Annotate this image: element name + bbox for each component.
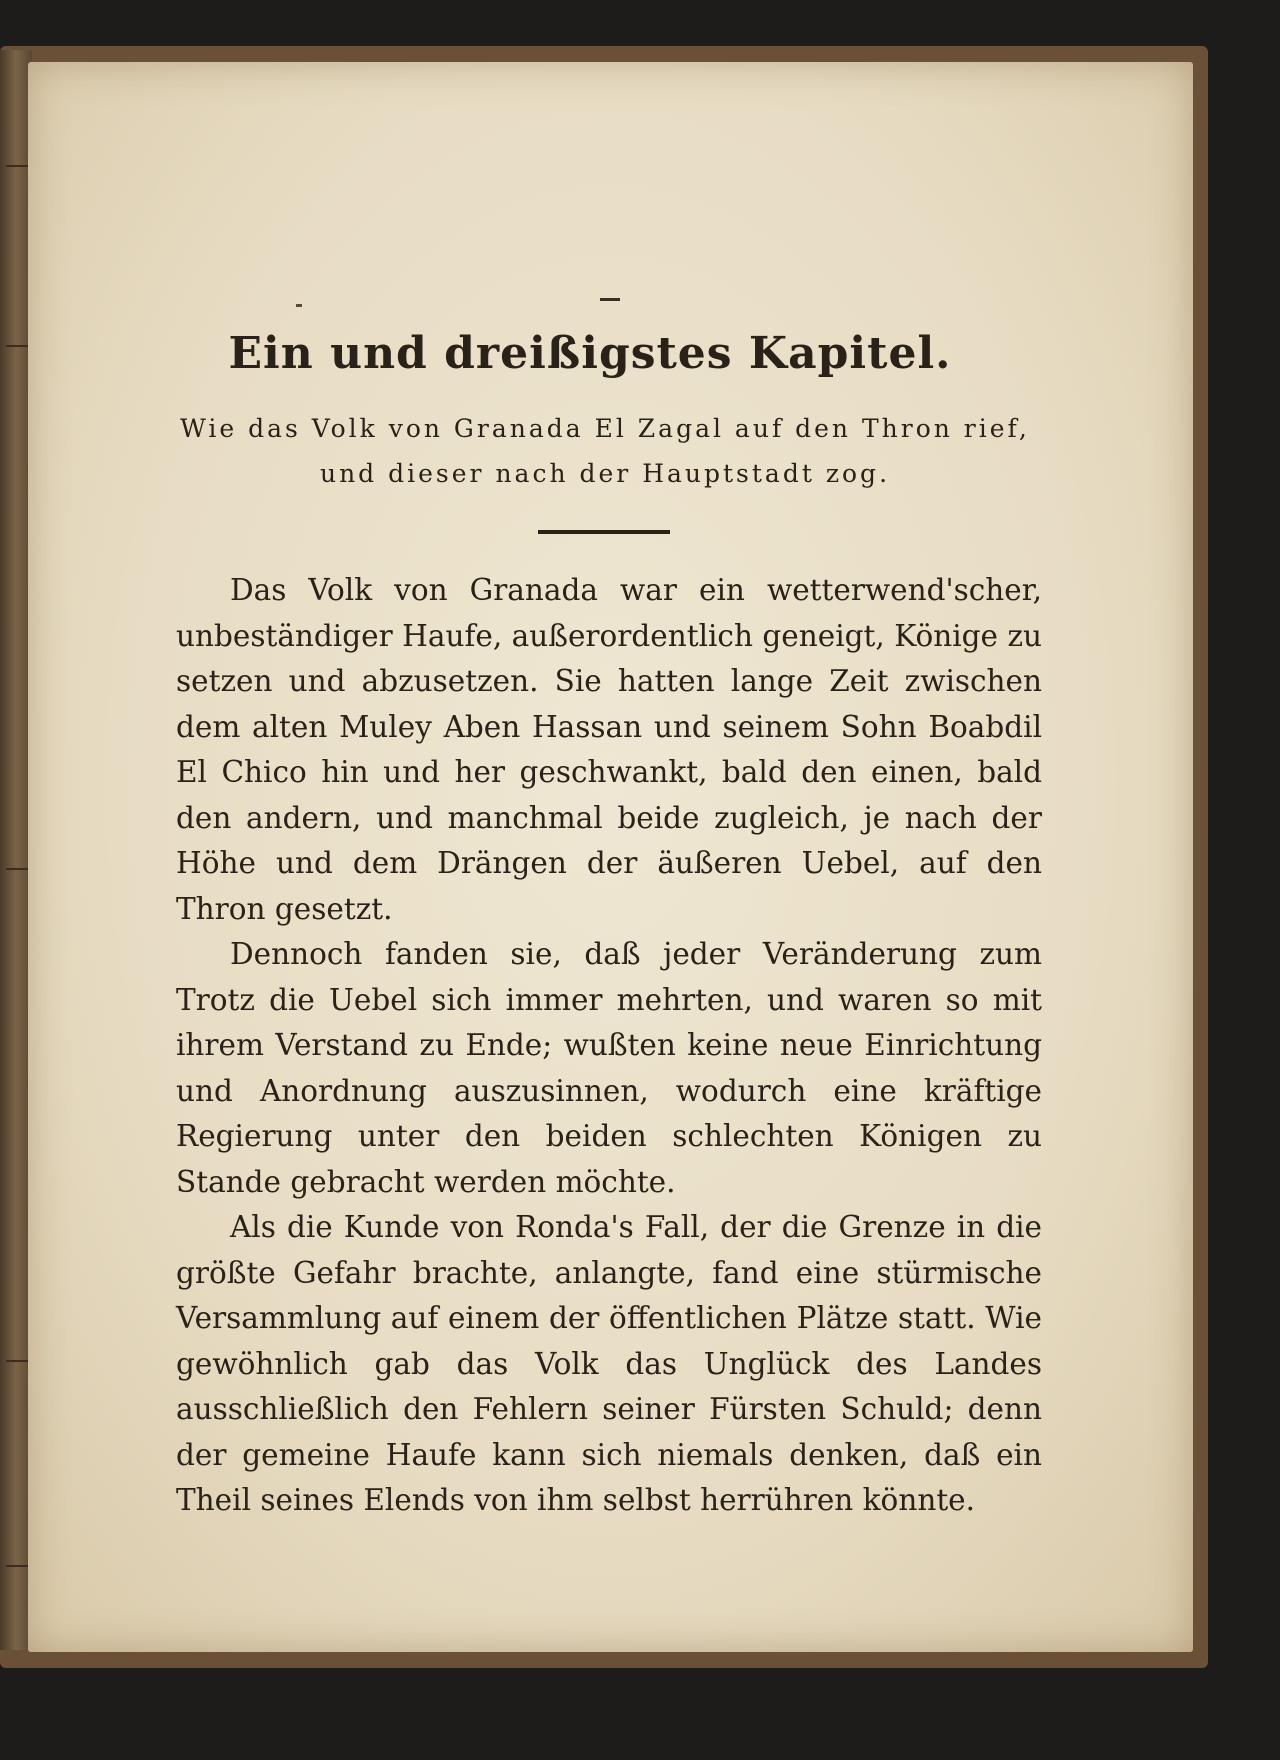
paragraph: Dennoch fanden sie, daß jeder Veränderung zum Trotz die Uebel sich immer mehrten, und waren so mit ihrem Verstand zu Ende; wußten keine neue Einrichtung und Anordnung auszusinnen, wodurch eine kräftige Regierung unter den beiden schlechten Königen zu Stande gebracht werden möchte.	[176, 937, 1042, 1199]
title-divider-rule	[538, 530, 670, 534]
chapter-title: Ein und dreißigstes Kapitel.	[228, 328, 952, 379]
chapter-body	[176, 568, 1042, 1524]
chapter-subtitle-line-2: und dieser nach der Hauptstadt zog.	[319, 459, 891, 488]
chapter-subtitle-line-1: Wie das Volk von Granada El Zagal auf den Thron rief,	[180, 414, 1030, 443]
ink-dash	[600, 298, 620, 301]
paragraph: Als die Kunde von Ronda's Fall, der die Grenze in die größte Gefahr brachte, anlangte, fand eine stürmische Versammlung auf einem der öffentlichen Plätze statt. Wie gewöhnlich gab das Volk das Unglück des Landes ausschließlich den Fehlern seiner Fürsten Schuld; denn der gemeine Haufe kann sich niemals denken, daß ein Theil seines Elends von ihm selbst herrühren könnte.	[176, 1210, 1042, 1517]
paragraph: Das Volk von Granada war ein wetterwend'scher, unbeständiger Haufe, außerordentlich geneigt, Könige zu setzen und abzusetzen. Sie hatten lange Zeit zwischen dem alten Muley Aben Hassan und seinem Sohn Boabdil El Chico hin und her geschwankt, bald den einen, bald den andern, und manchmal beide zugleich, je nach der Höhe und dem Drängen der äußeren Uebel, auf den Thron gesetzt.	[176, 573, 1042, 926]
ink-speck	[296, 304, 302, 307]
